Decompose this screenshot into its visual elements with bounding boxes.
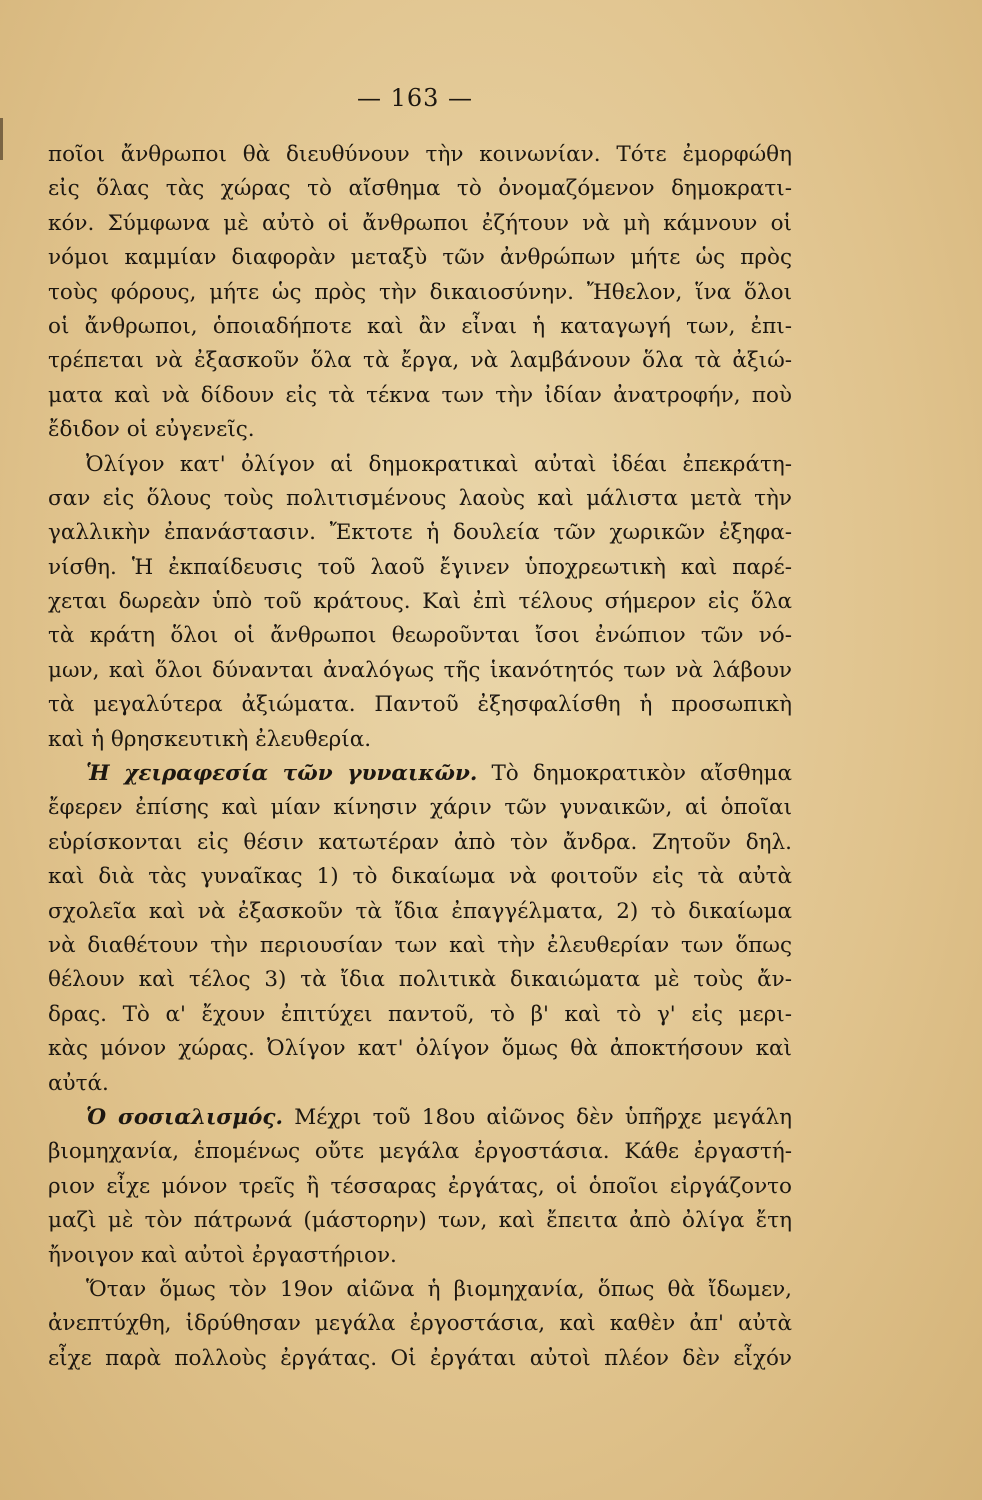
text-line: βιομηχανία, ἑπομένως οὔτε μεγάλα ἐργοστάσια. Κάθε ἐργαστή- xyxy=(48,1139,792,1165)
text-line: δρας. Τὸ α' ἔχουν ἐπιτύχει παντοῦ, τὸ β' καὶ τὸ γ' εἰς μερι- xyxy=(48,1001,792,1027)
text-line: σχολεῖα καὶ νὰ ἐξασκοῦν τὰ ἴδια ἐπαγγέλματα, 2) τὸ δικαίωμα xyxy=(48,898,792,924)
section-heading: Ἡ χειραφεσία τῶν γυναικῶν. xyxy=(86,761,478,787)
text-line: ἤνοιγον καὶ αὐτοὶ ἐργαστήριον. xyxy=(48,1242,397,1268)
text-line xyxy=(48,757,792,791)
text-line: τὰ μεγαλύτερα ἀξιώματα. Παντοῦ ἐξησφαλίσθη ἡ προσωπικὴ xyxy=(48,692,792,718)
text-line: σαν εἰς ὅλους τοὺς πολιτισμένους λαοὺς καὶ μάλιστα μετὰ τὴν xyxy=(48,485,792,511)
text-line: καὶ διὰ τὰς γυναῖκας 1) τὸ δικαίωμα νὰ φοιτοῦν εἰς τὰ αὐτὰ xyxy=(48,864,792,890)
text-line: νίσθη. Ἡ ἐκπαίδευσις τοῦ λαοῦ ἔγινεν ὑποχρεωτικὴ καὶ παρέ- xyxy=(48,554,792,580)
text-line: εἰς ὅλας τὰς χώρας τὸ αἴσθημα τὸ ὀνομαζόμενον δημοκρατι- xyxy=(48,176,792,202)
text-line: τοὺς φόρους, μήτε ὡς πρὸς τὴν δικαιοσύνην. Ἤθελον, ἵνα ὅλοι xyxy=(48,279,792,305)
body-text xyxy=(48,138,792,1376)
text-line: ἔδιδον οἱ εὐγενεῖς. xyxy=(48,417,255,443)
paragraph xyxy=(48,757,792,1101)
text-line: οἱ ἄνθρωποι, ὁποιαδήποτε καὶ ἂν εἶναι ἡ καταγωγή των, ἐπι- xyxy=(48,313,792,339)
text-line: Ὀλίγον κατ' ὀλίγον αἱ δημοκρατικαὶ αὐταὶ ἰδέαι ἐπεκράτη- xyxy=(86,451,792,477)
text-line: μων, καὶ ὅλοι δύνανται ἀναλόγως τῆς ἱκανότητός των νὰ λάβουν xyxy=(48,657,792,683)
text-line: εὑρίσκονται εἰς θέσιν κατωτέραν ἀπὸ τὸν ἄνδρα. Ζητοῦν δηλ. xyxy=(48,829,792,855)
heading-line-text: Μέχρι τοῦ 18ου αἰῶνος δὲν ὑπῆρχε μεγάλη xyxy=(294,1104,792,1130)
text-line xyxy=(48,1101,792,1135)
text-line: τὰ κράτη ὅλοι οἱ ἄνθρωποι θεωροῦνται ἴσοι ἐνώπιον τῶν νό- xyxy=(48,623,792,649)
text-line: νὰ διαθέτουν τὴν περιουσίαν των καὶ τὴν ἐλευθερίαν των ὅπως xyxy=(48,932,792,958)
paragraph xyxy=(48,138,792,448)
paragraph xyxy=(48,1101,792,1273)
text-line: καὶ ἡ θρησκευτικὴ ἐλευθερία. xyxy=(48,726,372,752)
text-line: ἔφερεν ἐπίσης καὶ μίαν κίνησιν χάριν τῶν γυναικῶν, αἱ ὁποῖαι xyxy=(48,795,792,821)
text-line: ποῖοι ἄνθρωποι θὰ διευθύνουν τὴν κοινωνίαν. Τότε ἐμορφώθη xyxy=(48,142,792,167)
text-line: τρέπεται νὰ ἐξασκοῦν ὅλα τὰ ἔργα, νὰ λαμβάνουν ὅλα τὰ ἀξιώ- xyxy=(48,348,792,374)
text-line: κὰς μόνον χώρας. Ὀλίγον κατ' ὀλίγον ὅμως θὰ ἀποκτήσουν καὶ xyxy=(48,1036,792,1062)
text-line: μαζὶ μὲ τὸν πάτρωνά (μάστορην) των, καὶ ἔπειτα ἀπὸ ὀλίγα ἔτη xyxy=(48,1208,792,1234)
text-line: αὐτά. xyxy=(48,1070,109,1096)
text-line: θέλουν καὶ τέλος 3) τὰ ἴδια πολιτικὰ δικαιώματα μὲ τοὺς ἄν- xyxy=(48,967,792,993)
text-line: Ὅταν ὅμως τὸν 19ον αἰῶνα ἡ βιομηχανία, ὅπως θὰ ἴδωμεν, xyxy=(86,1276,792,1302)
text-line: εἶχε παρὰ πολλοὺς ἐργάτας. Οἱ ἐργάται αὐτοὶ πλέον δὲν εἶχόν xyxy=(48,1345,792,1371)
paragraph xyxy=(48,1273,792,1376)
text-line: γαλλικὴν ἐπανάστασιν. Ἔκτοτε ἡ δουλεία τῶν χωρικῶν ἐξηφα- xyxy=(48,520,792,546)
text-line: κόν. Σύμφωνα μὲ αὐτὸ οἱ ἄνθρωποι ἐζήτουν νὰ μὴ κάμνουν οἱ xyxy=(48,210,792,236)
text-line: νόμοι καμμίαν διαφορὰν μεταξὺ τῶν ἀνθρώπων μήτε ὡς πρὸς xyxy=(48,245,792,271)
page-number: — 163 — xyxy=(356,84,474,112)
text-line: ἀνεπτύχθη, ἱδρύθησαν μεγάλα ἐργοστάσια, καὶ καθὲν ἀπ' αὐτὰ xyxy=(48,1311,792,1337)
text-line: ματα καὶ νὰ δίδουν εἰς τὰ τέκνα των τὴν ἰδίαν ἀνατροφήν, ποὺ xyxy=(48,382,792,408)
text-line: ριον εἶχε μόνον τρεῖς ἢ τέσσαρας ἐργάτας, οἱ ὁποῖοι εἰργάζοντο xyxy=(48,1173,792,1199)
text-line: χεται δωρεὰν ὑπὸ τοῦ κράτους. Καὶ ἐπὶ τέλους σήμερον εἰς ὅλα xyxy=(48,589,792,615)
page-edge-mark xyxy=(0,118,3,160)
paragraph xyxy=(48,448,792,758)
section-heading: Ὁ σοσιαλισμός. xyxy=(86,1104,283,1130)
heading-line-text: Τὸ δημοκρατικὸν αἴσθημα xyxy=(491,761,792,787)
